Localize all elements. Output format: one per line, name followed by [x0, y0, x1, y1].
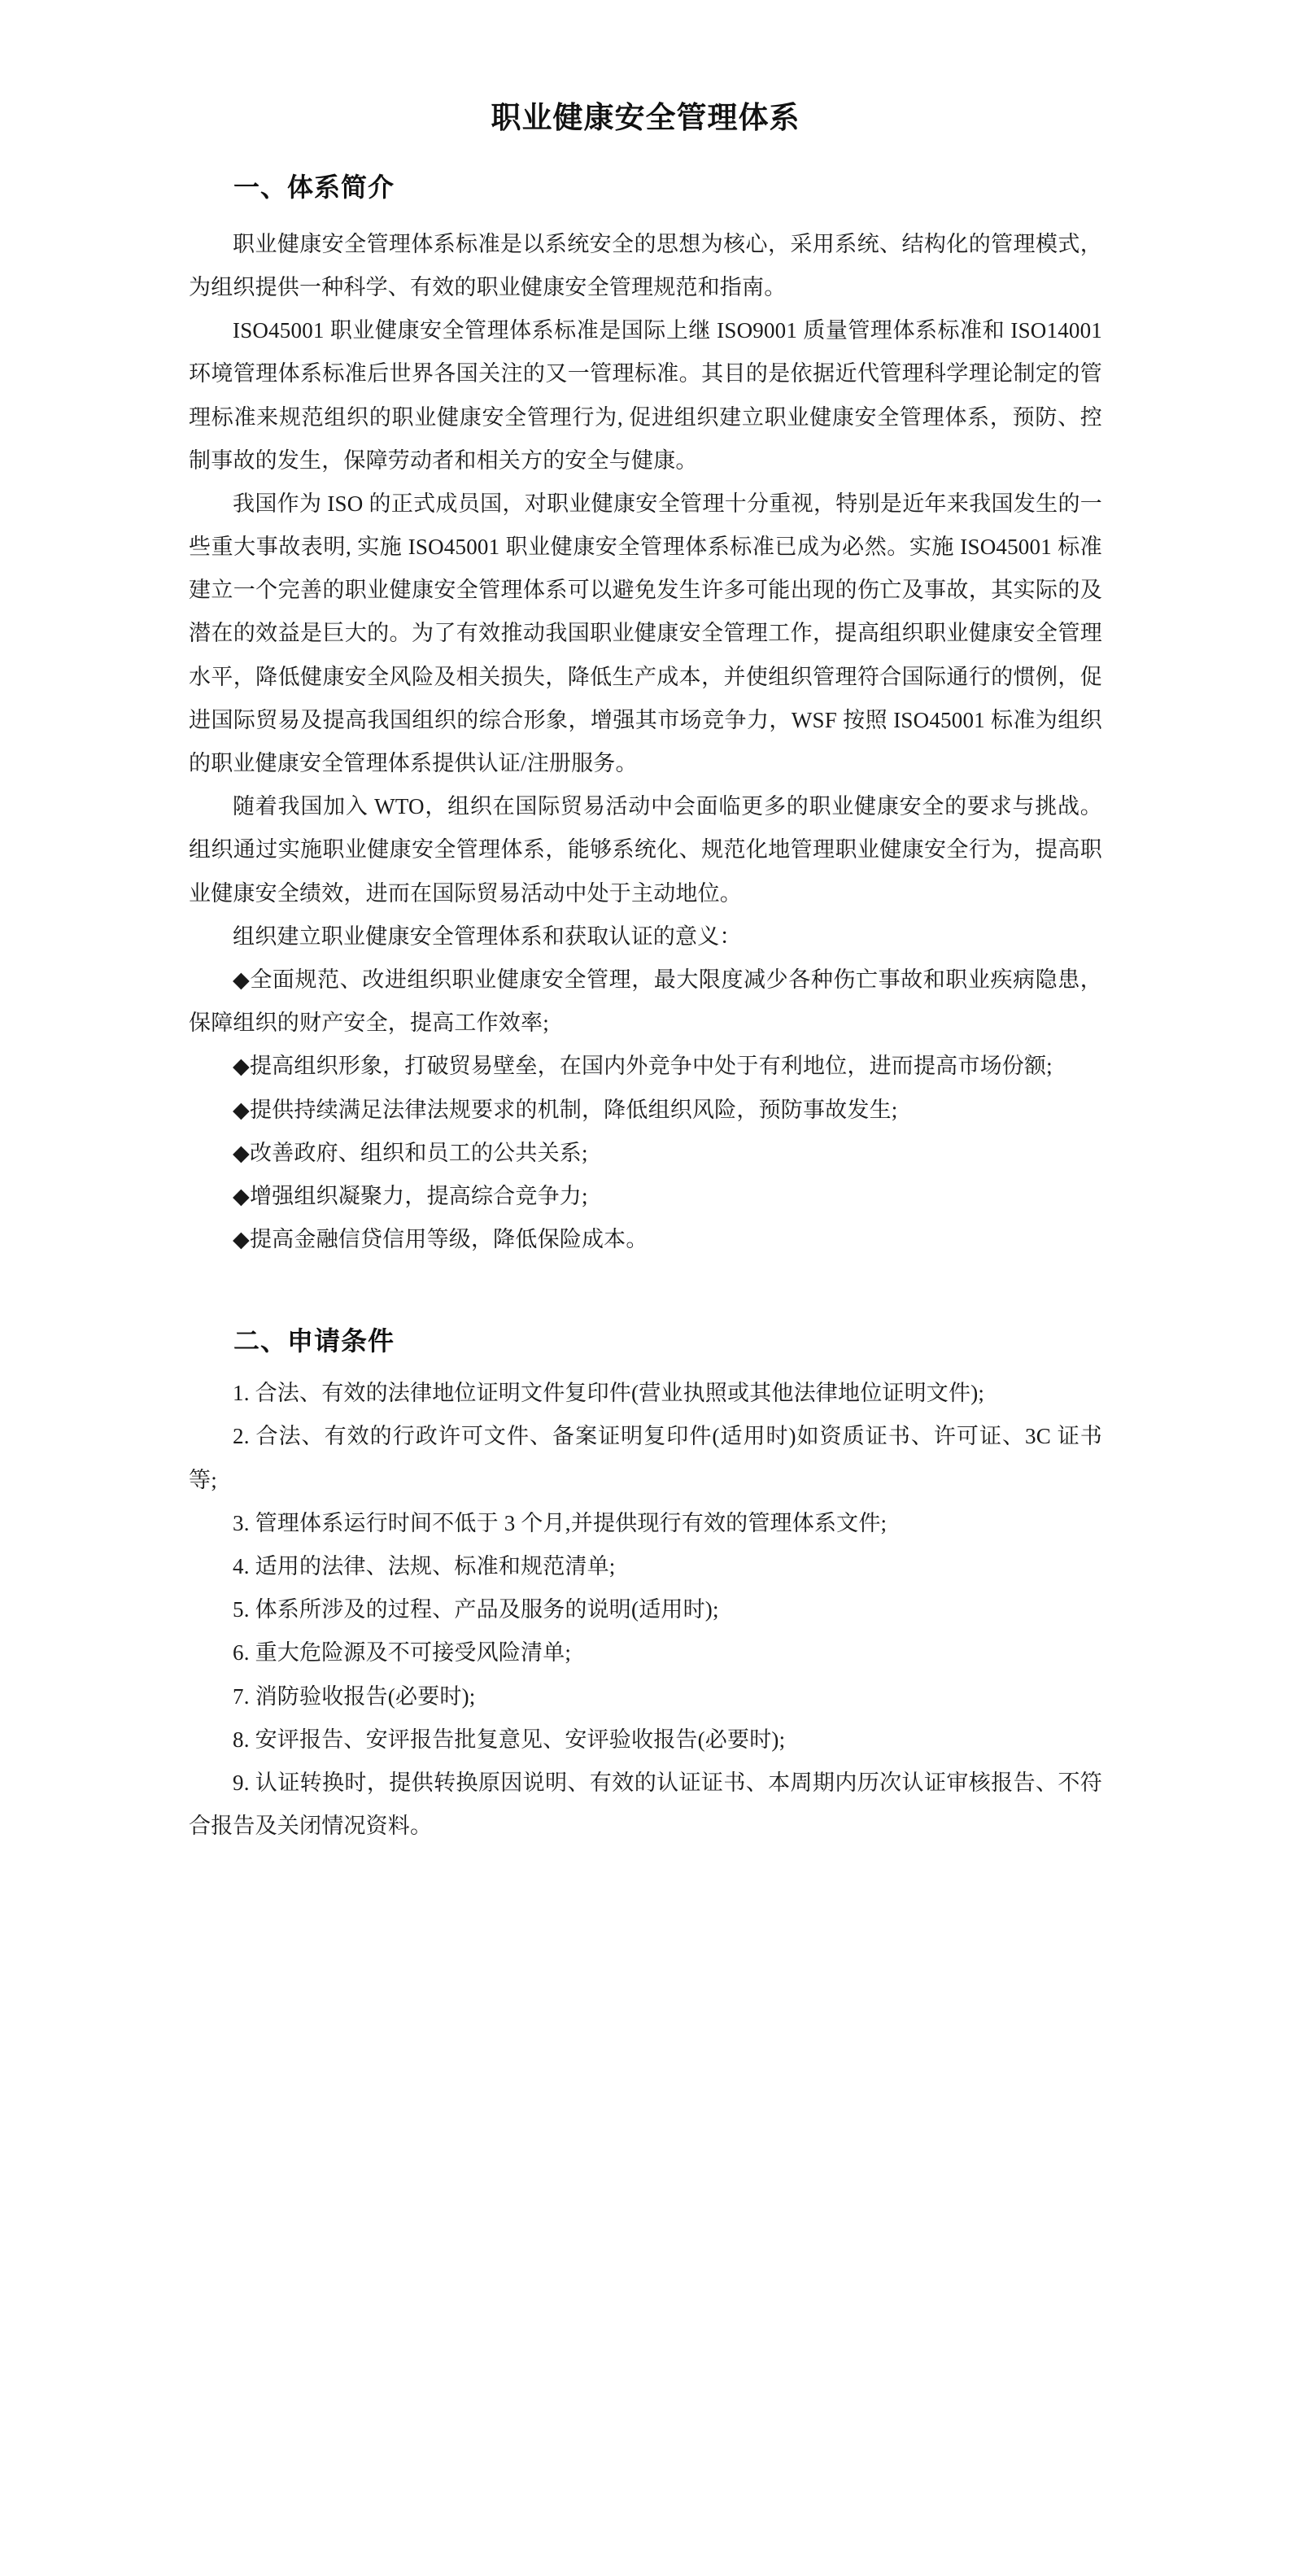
list-item: 2. 合法、有效的行政许可文件、备案证明复印件(适用时)如资质证书、许可证、3C 证书等;	[189, 1424, 1102, 1492]
list-item-text: 增强组织凝聚力，提高综合竞争力;	[249, 1183, 588, 1208]
list-item-text: 改善政府、组织和员工的公共关系;	[249, 1140, 588, 1165]
section-heading-requirements: 二、申请条件	[233, 1326, 395, 1356]
paragraph: 我国作为 ISO 的正式成员国，对职业健康安全管理十分重视，特别是近年来我国发生的一些重大事故表明, 实施 ISO45001 职业健康安全管理体系标准已成为必然。实施 ISO45001 标准建立一个完善的职业健康安全管理体系可以避免发生许多可能出现的伤亡及事故，其实际的及潜在的效益是巨大的。为了有效推动我国职业健康安全管理工作，提高组织职业健康安全管理水平，降低健康安全风险及相关损失，降低生产成本，并使组织管理符合国际通行的惯例，促进国际贸易及提高我国组织的综合形象，增强其市场竞争力，WSF 按照 ISO45001 标准为组织的职业健康安全管理体系提供认证/注册服务。	[189, 491, 1102, 776]
paragraph-benefits-intro: 组织建立职业健康安全管理体系和获取认证的意义：	[233, 923, 742, 949]
list-item	[189, 1132, 1102, 1175]
page-title: 职业健康安全管理体系	[491, 102, 800, 135]
bullet-marker: ◆	[233, 1140, 250, 1165]
list-item: 1. 合法、有效的法律地位证明文件复印件(营业执照或其他法律地位证明文件);	[233, 1381, 985, 1406]
bullet-marker: ◆	[233, 1054, 250, 1079]
benefits-list	[189, 958, 1102, 1261]
paragraph: ISO45001 职业健康安全管理体系标准是国际上继 ISO9001 质量管理体系标准和 ISO14001 环境管理体系标准后世界各国关注的又一管理标准。其目的是依据近代管理科学理论制定的管理标准来规范组织的职业健康安全管理行为, 促进组织建立职业健康安全管理体系，预防、控制事故的发生，保障劳动者和相关方的安全与健康。	[189, 318, 1102, 473]
paragraph: 职业健康安全管理体系标准是以系统安全的思想为核心，采用系统、结构化的管理模式，为组织提供一种科学、有效的职业健康安全管理规范和指南。	[189, 231, 1102, 299]
list-item	[189, 1045, 1102, 1088]
list-item: 6. 重大危险源及不可接受风险清单;	[233, 1640, 572, 1666]
paragraph: 随着我国加入 WTO，组织在国际贸易活动中会面临更多的职业健康安全的要求与挑战。组织通过实施职业健康安全管理体系，能够系统化、规范化地管理职业健康安全行为，提高职业健康安全绩效，进而在国际贸易活动中处于主动地位。	[189, 794, 1102, 906]
requirements-list	[189, 1372, 1102, 1848]
list-item: 4. 适用的法律、法规、标准和规范清单;	[233, 1554, 616, 1579]
list-item: 7. 消防验收报告(必要时);	[233, 1683, 476, 1709]
bullet-marker: ◆	[233, 1183, 250, 1208]
list-item	[189, 1089, 1102, 1132]
list-item-text: 提高金融信贷信用等级，降低保险成本。	[249, 1227, 648, 1252]
bullet-marker: ◆	[233, 1227, 250, 1252]
list-item	[189, 1218, 1102, 1261]
bullet-marker: ◆	[233, 967, 251, 992]
section-heading-overview: 一、体系简介	[233, 172, 395, 202]
list-item: 3. 管理体系运行时间不低于 3 个月,并提供现行有效的管理体系文件;	[233, 1510, 888, 1535]
list-item: 9. 认证转换时，提供转换原因说明、有效的认证证书、本周期内历次认证审核报告、不符合报告及关闭情况资料。	[189, 1770, 1102, 1839]
list-item: 5. 体系所涉及的过程、产品及服务的说明(适用时);	[233, 1597, 719, 1622]
list-item: 8. 安评报告、安评报告批复意见、安评验收报告(必要时);	[233, 1727, 786, 1752]
list-item-text: 提供持续满足法律法规要求的机制，降低组织风险，预防事故发生;	[249, 1097, 898, 1122]
list-item-text: 提高组织形象，打破贸易壁垒，在国内外竞争中处于有利地位，进而提高市场份额;	[249, 1054, 1053, 1079]
list-item	[189, 958, 1102, 1045]
list-item	[189, 1175, 1102, 1218]
bullet-marker: ◆	[233, 1097, 250, 1122]
list-item-text: 全面规范、改进组织职业健康安全管理，最大限度减少各种伤亡事故和职业疾病隐患，保障组织的财产安全，提高工作效率;	[189, 967, 1102, 1036]
